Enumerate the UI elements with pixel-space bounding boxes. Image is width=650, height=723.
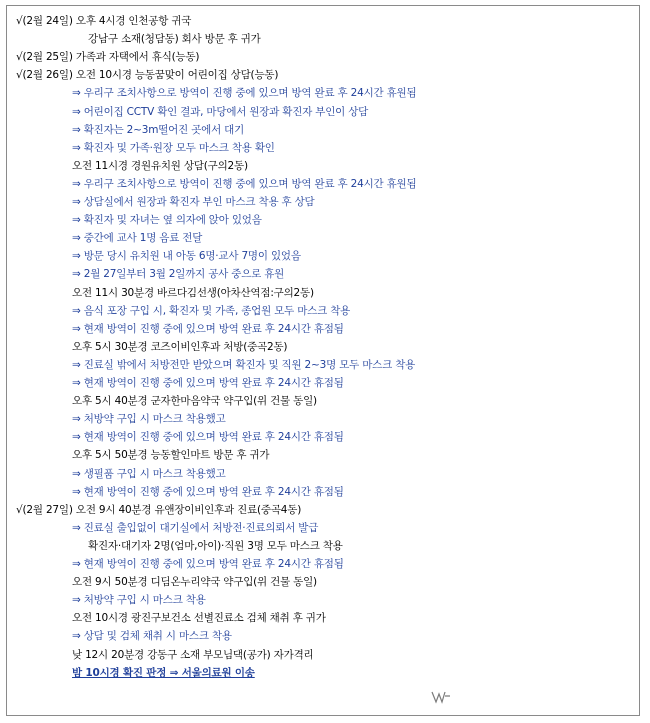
timeline-line: ⇒ 현재 방역이 진행 중에 있으며 방역 완료 후 24시간 휴점됨 <box>72 322 344 335</box>
timeline-line: 오후 5시 40분경 군자한마음약국 약구입(위 건물 동일) <box>72 395 317 408</box>
date-heading: √(2월 27일) 오전 9시 40분경 유앤장이비인후과 진료(중곡4동) <box>16 503 302 516</box>
timeline-line: 오전 11시 30분경 바르다김선생(아차산역점:구의2동) <box>72 286 314 299</box>
timeline-line: 오전 9시 50분경 디딤온누리약국 약구입(위 건물 동일) <box>72 576 317 589</box>
date-heading: √(2월 24일) 오후 4시경 인천공항 귀국 <box>16 15 192 27</box>
final-status-line: 밤 10시경 확진 판정 ⇒ 서울의료원 이송 <box>72 666 255 679</box>
timeline-line: ⇒ 현재 방역이 진행 중에 있으며 방역 완료 후 24시간 휴점됨 <box>72 558 344 570</box>
timeline-line: ⇒ 중간에 교사 1명 음료 전달 <box>72 232 203 245</box>
timeline-line: ⇒ 우리구 조치사항으로 방역이 진행 중에 있으며 방역 완료 후 24시간 휴원됨 <box>72 177 417 190</box>
timeline-line: ⇒ 확진자는 2~3m떨어진 곳에서 대기 <box>72 123 245 136</box>
timeline-line: 오전 11시경 경원유치원 상담(구의2동) <box>72 159 248 172</box>
timeline-line: 낮 12시 20분경 강동구 소재 부모님댁(공가) 자가격리 <box>72 648 314 661</box>
timeline-line: ⇒ 현재 방역이 진행 중에 있으며 방역 완료 후 24시간 휴점됨 <box>72 377 344 389</box>
timeline-line: 오전 10시경 광진구보건소 선별진료소 검체 채취 후 귀가 <box>72 612 326 625</box>
timeline-line: ⇒ 음식 포장 구입 시, 확진자 및 가족, 종업원 모두 마스크 착용 <box>72 304 351 317</box>
timeline-line: 오후 5시 30분경 코즈이비인후과 처방(중곡2동) <box>72 340 288 353</box>
timeline-line: 강남구 소재(청담동) 회사 방문 후 귀가 <box>88 33 261 46</box>
timeline-line: ⇒ 2월 27일부터 3월 2일까지 공사 중으로 휴원 <box>72 268 285 281</box>
timeline-line: ⇒ 처방약 구입 시 마스크 착용했고 <box>72 413 226 426</box>
timeline-line: ⇒ 진료실 밖에서 처방전만 받았으며 확진자 및 직원 2~3명 모두 마스크 착용 <box>72 358 416 371</box>
timeline-line: ⇒ 상담실에서 원장과 확진자 부인 마스크 착용 후 상담 <box>72 196 315 208</box>
timeline-line: 확진자·대기자 2명(엄마,아이)·직원 3명 모두 마스크 착용 <box>88 539 343 552</box>
date-heading: √(2월 26일) 오전 10시경 능동꿈맞이 어린이집 상담(능동) <box>16 69 279 82</box>
timeline-line: ⇒ 우리구 조치사항으로 방역이 진행 중에 있으며 방역 완료 후 24시간 휴원됨 <box>72 87 417 100</box>
timeline-line: ⇒ 어린이집 CCTV 확인 결과, 마당에서 원장과 확진자 부인이 상담 <box>72 105 369 118</box>
timeline-line: ⇒ 처방약 구입 시 마스크 착용 <box>72 594 206 607</box>
timeline-line: ⇒ 확진자 및 자녀는 옆 의자에 앉아 있었음 <box>72 214 262 227</box>
date-heading: √(2월 25일) 가족과 자택에서 휴식(능동) <box>16 51 200 64</box>
timeline-line: ⇒ 확진자 및 가족·원장 모두 마스크 착용 확인 <box>72 141 275 154</box>
timeline-line: ⇒ 방문 당시 유치원 내 아동 6명·교사 7명이 있었음 <box>72 250 301 263</box>
timeline-line: ⇒ 상담 및 검체 채취 시 마스크 착용 <box>72 630 232 643</box>
timeline-line: ⇒ 현재 방역이 진행 중에 있으며 방역 완료 후 24시간 휴점됨 <box>72 485 344 498</box>
timeline-line: 오후 5시 50분경 능동할인마트 방문 후 귀가 <box>72 449 270 462</box>
timeline-line: ⇒ 현재 방역이 진행 중에 있으며 방역 완료 후 24시간 휴점됨 <box>72 431 344 444</box>
timeline-line: ⇒ 진료실 출입없이 대기실에서 처방전·진료의뢰서 발급 <box>72 521 319 534</box>
signature-mark <box>430 688 452 706</box>
timeline-line: ⇒ 생필품 구입 시 마스크 착용했고 <box>72 467 226 480</box>
